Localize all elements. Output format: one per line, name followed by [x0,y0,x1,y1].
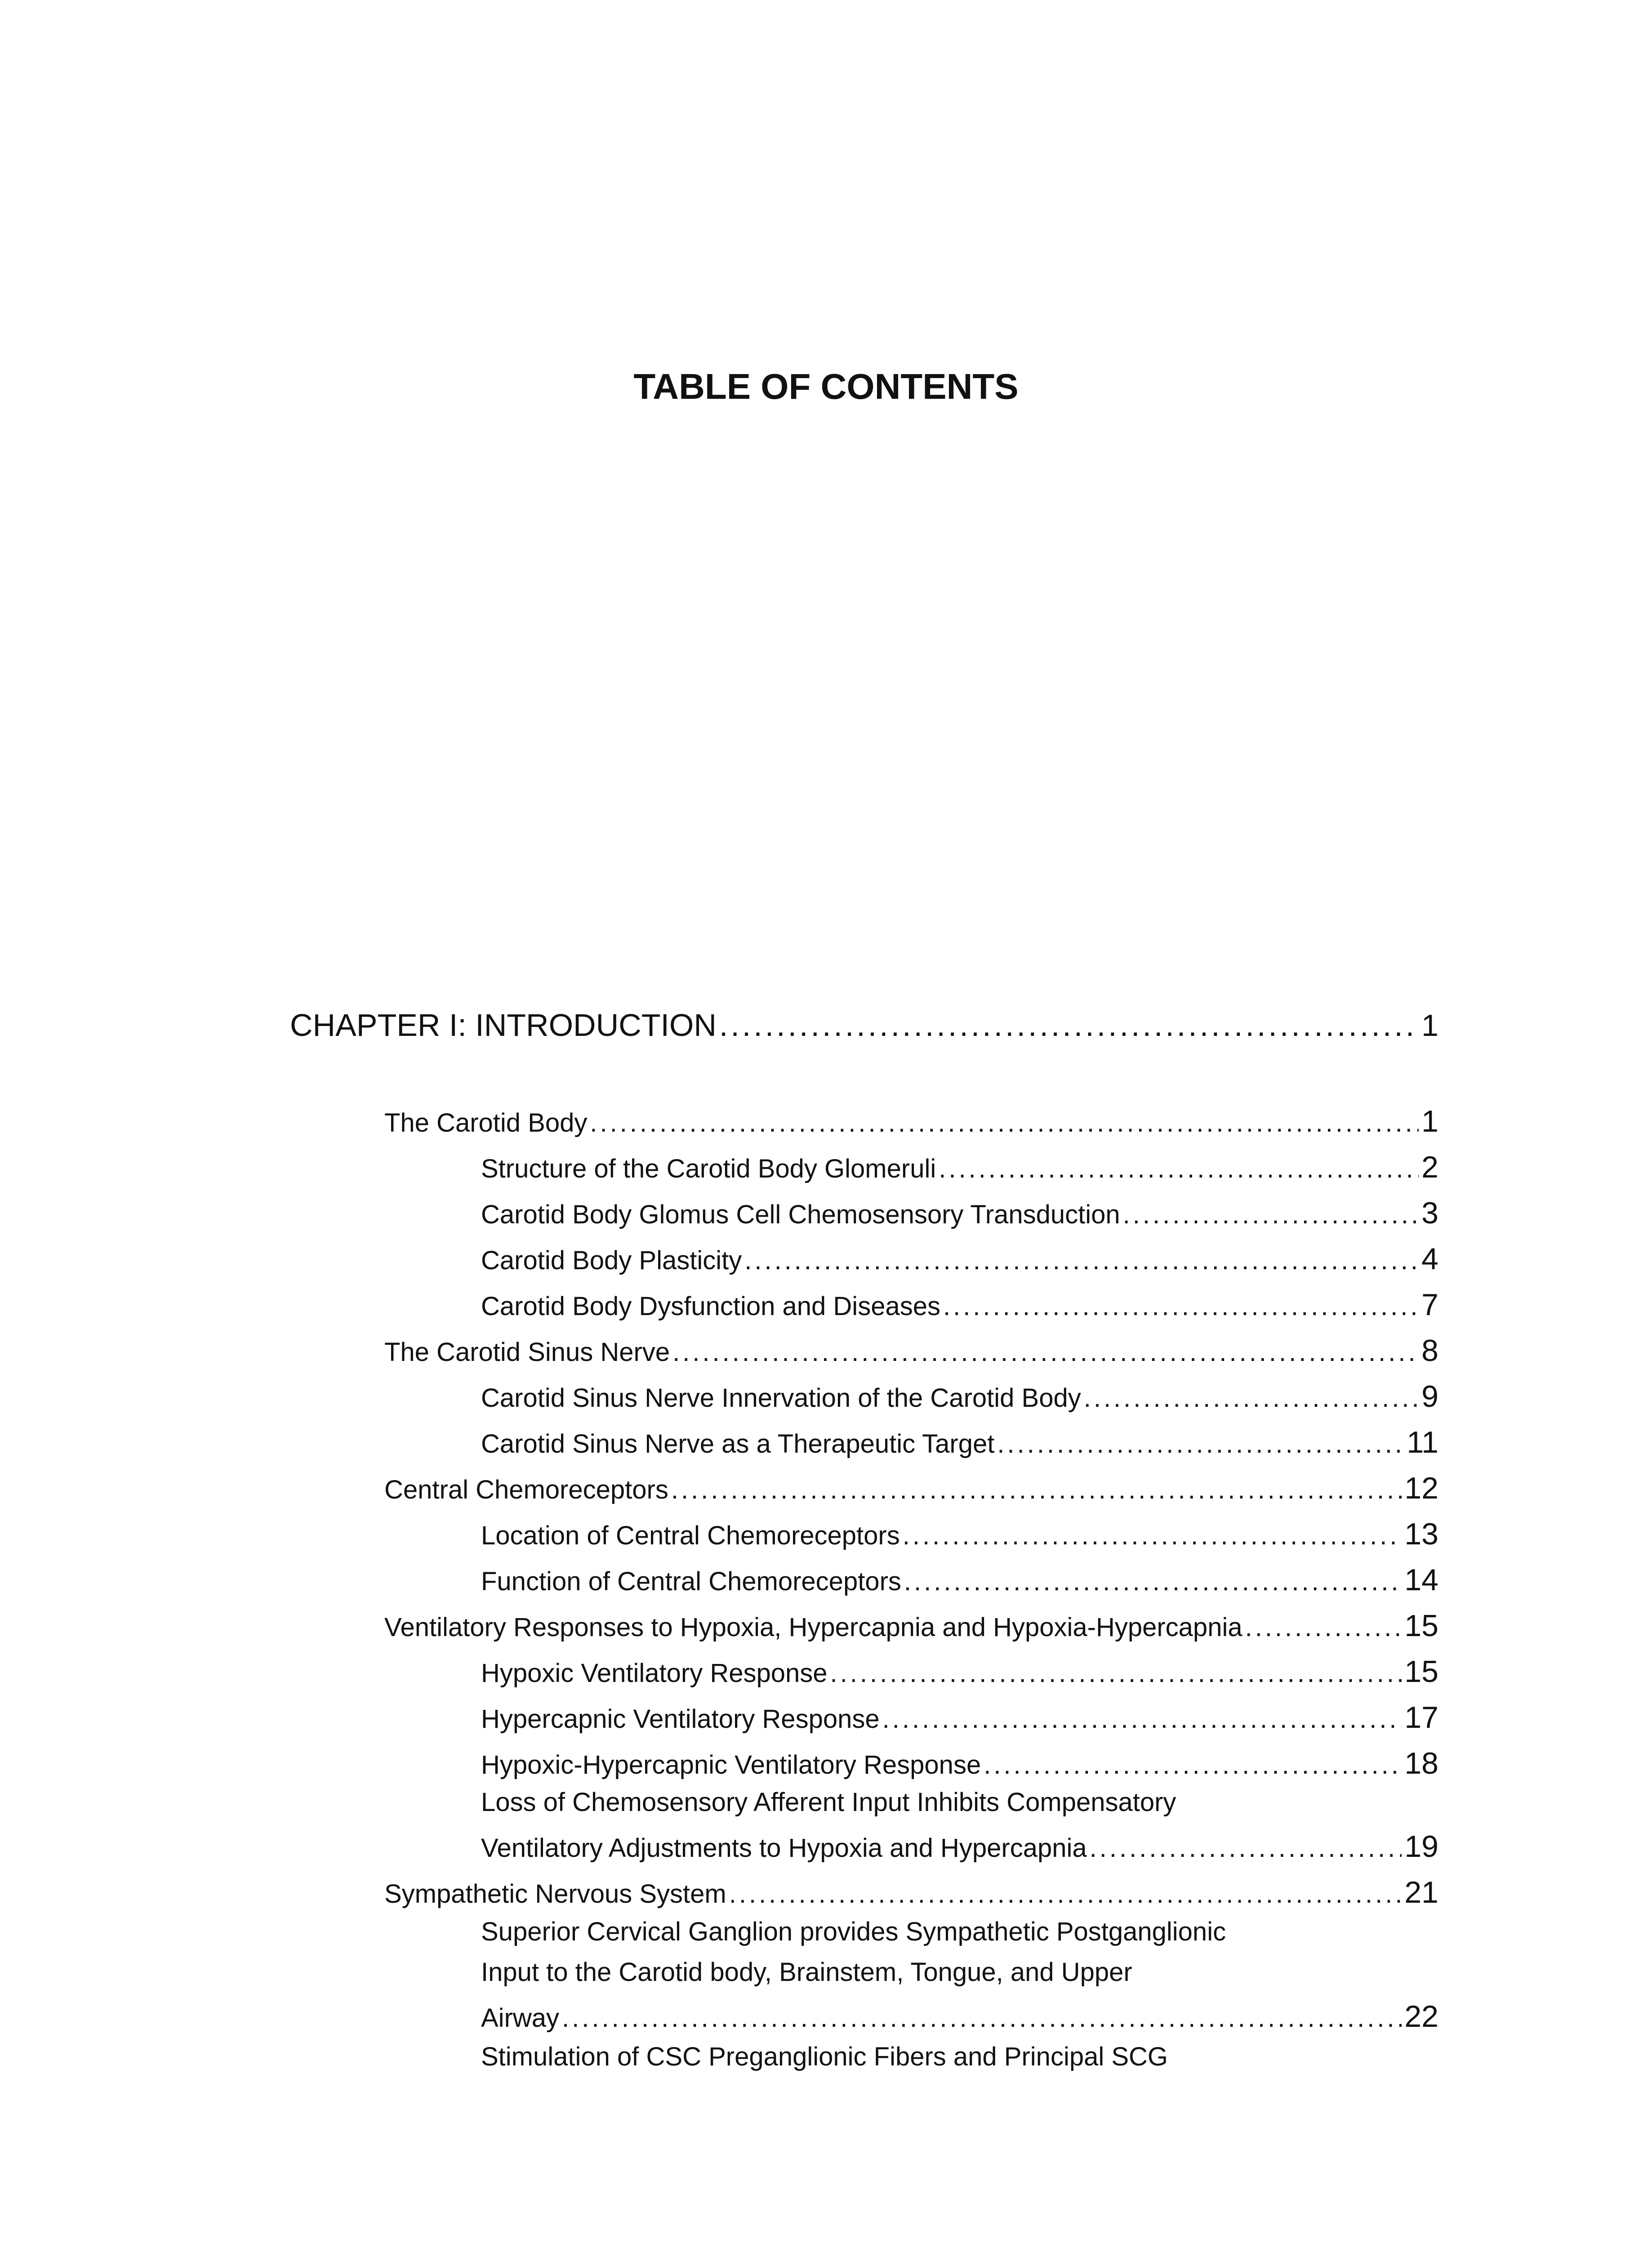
toc-entry [481,1654,1438,1691]
toc-entry [481,1700,1438,1737]
toc-entry-label: Carotid Body Glomus Cell Chemosensory Transduction [481,1200,1120,1229]
toc-entry [384,1471,1438,1508]
toc-page-number: 18 [1404,1746,1438,1780]
dot-leader [904,1564,1402,1599]
toc-entry [481,1195,1438,1232]
toc-entry [481,1999,1438,2036]
toc-entry-label: Carotid Body Dysfunction and Diseases [481,1292,940,1321]
dot-leader [671,1472,1402,1508]
toc-entry-label: Hypoxic Ventilatory Response [481,1659,828,1688]
toc-page-number: 15 [1404,1655,1438,1689]
dot-leader [562,2001,1402,2036]
toc-page-number: 17 [1404,1700,1438,1735]
toc-entry [481,1241,1438,1278]
toc-entry-label: Location of Central Chemoreceptors [481,1521,900,1550]
toc-entry [481,1287,1438,1324]
dot-leader [997,1427,1404,1462]
toc-entry [481,1517,1438,1553]
toc-page-number: 4 [1421,1242,1438,1276]
dot-leader [903,1518,1402,1553]
toc-entry [384,1333,1438,1370]
dot-leader [1123,1197,1419,1232]
toc-entry [384,1104,1438,1141]
toc-page-number: 2 [1421,1150,1438,1184]
toc-entry-label: Stimulation of CSC Preganglionic Fibers and Principal SCG [481,2042,1168,2071]
dot-leader [744,1243,1419,1278]
toc-page-number: 3 [1421,1196,1438,1230]
toc-entry-label: Structure of the Carotid Body Glomeruli [481,1154,936,1183]
dot-leader [729,1877,1402,1912]
toc-entry-label: Sympathetic Nervous System [384,1879,726,1909]
page-title: TABLE OF CONTENTS [633,366,1019,406]
toc-entry [481,1562,1438,1599]
toc-page-number: 15 [1404,1609,1438,1643]
dot-leader [719,1005,1419,1045]
toc-entry-label: The Carotid Sinus Nerve [384,1338,670,1367]
toc-entry-label: Ventilatory Responses to Hypoxia, Hypercapnia and Hypoxia-Hypercapnia [384,1613,1242,1642]
toc-entry [481,1746,1438,1783]
toc-page-number: 7 [1421,1288,1438,1322]
toc-page-number: 21 [1404,1875,1438,1909]
toc-page-number: 13 [1404,1517,1438,1551]
toc-entry-label: The Carotid Body [384,1108,588,1137]
dot-leader [943,1289,1419,1324]
toc-entry-label: Ventilatory Adjustments to Hypoxia and Hypercapnia [481,1833,1087,1863]
toc-page-number: 9 [1421,1379,1438,1414]
dot-leader [590,1106,1419,1141]
toc-page-number: 22 [1404,1999,1438,2034]
toc-entry-label: Hypercapnic Ventilatory Response [481,1704,880,1734]
toc-entry [290,1005,1438,1046]
toc-entry-label: Function of Central Chemoreceptors [481,1567,901,1596]
toc-entry-label: Carotid Sinus Nerve Innervation of the Carotid Body [481,1383,1081,1413]
dot-leader [882,1702,1402,1737]
toc-entry-label: Carotid Body Plasticity [481,1246,742,1275]
dot-leader [939,1151,1419,1186]
toc-entry-label: Input to the Carotid body, Brainstem, Tongue, and Upper [481,1958,1132,1987]
dot-leader [1245,1610,1402,1645]
toc-page-number: 1 [1421,1104,1438,1138]
dot-leader [1084,1381,1419,1416]
toc-entry [481,1379,1438,1416]
dot-leader [984,1748,1402,1783]
toc-entry-label: Superior Cervical Ganglion provides Sympathetic Postganglionic [481,1917,1226,1946]
toc-entry-label: Hypoxic-Hypercapnic Ventilatory Response [481,1750,981,1780]
dot-leader [672,1335,1419,1370]
toc-entry-label: Airway [481,2003,560,2033]
toc-entry-label: CHAPTER I: INTRODUCTION [290,1008,717,1043]
toc-entry [481,1425,1438,1462]
dot-leader [830,1656,1402,1691]
toc-entry [481,1150,1438,1186]
toc-page-number: 11 [1407,1425,1438,1459]
toc-page-number: 8 [1421,1334,1438,1368]
toc-page-number: 19 [1404,1829,1438,1864]
toc-page-number: 14 [1404,1563,1438,1597]
dot-leader [1090,1831,1402,1866]
toc-entry [384,1608,1438,1645]
toc-entry-label: Carotid Sinus Nerve as a Therapeutic Target [481,1429,995,1459]
toc-page-number: 12 [1404,1471,1438,1505]
toc-entry-label: Loss of Chemosensory Afferent Input Inhibits Compensatory [481,1788,1176,1817]
toc-page-number: 1 [1421,1008,1438,1043]
toc-entry [384,1875,1438,1912]
toc-entry-label: Central Chemoreceptors [384,1475,668,1504]
toc-entry [481,1829,1438,1866]
